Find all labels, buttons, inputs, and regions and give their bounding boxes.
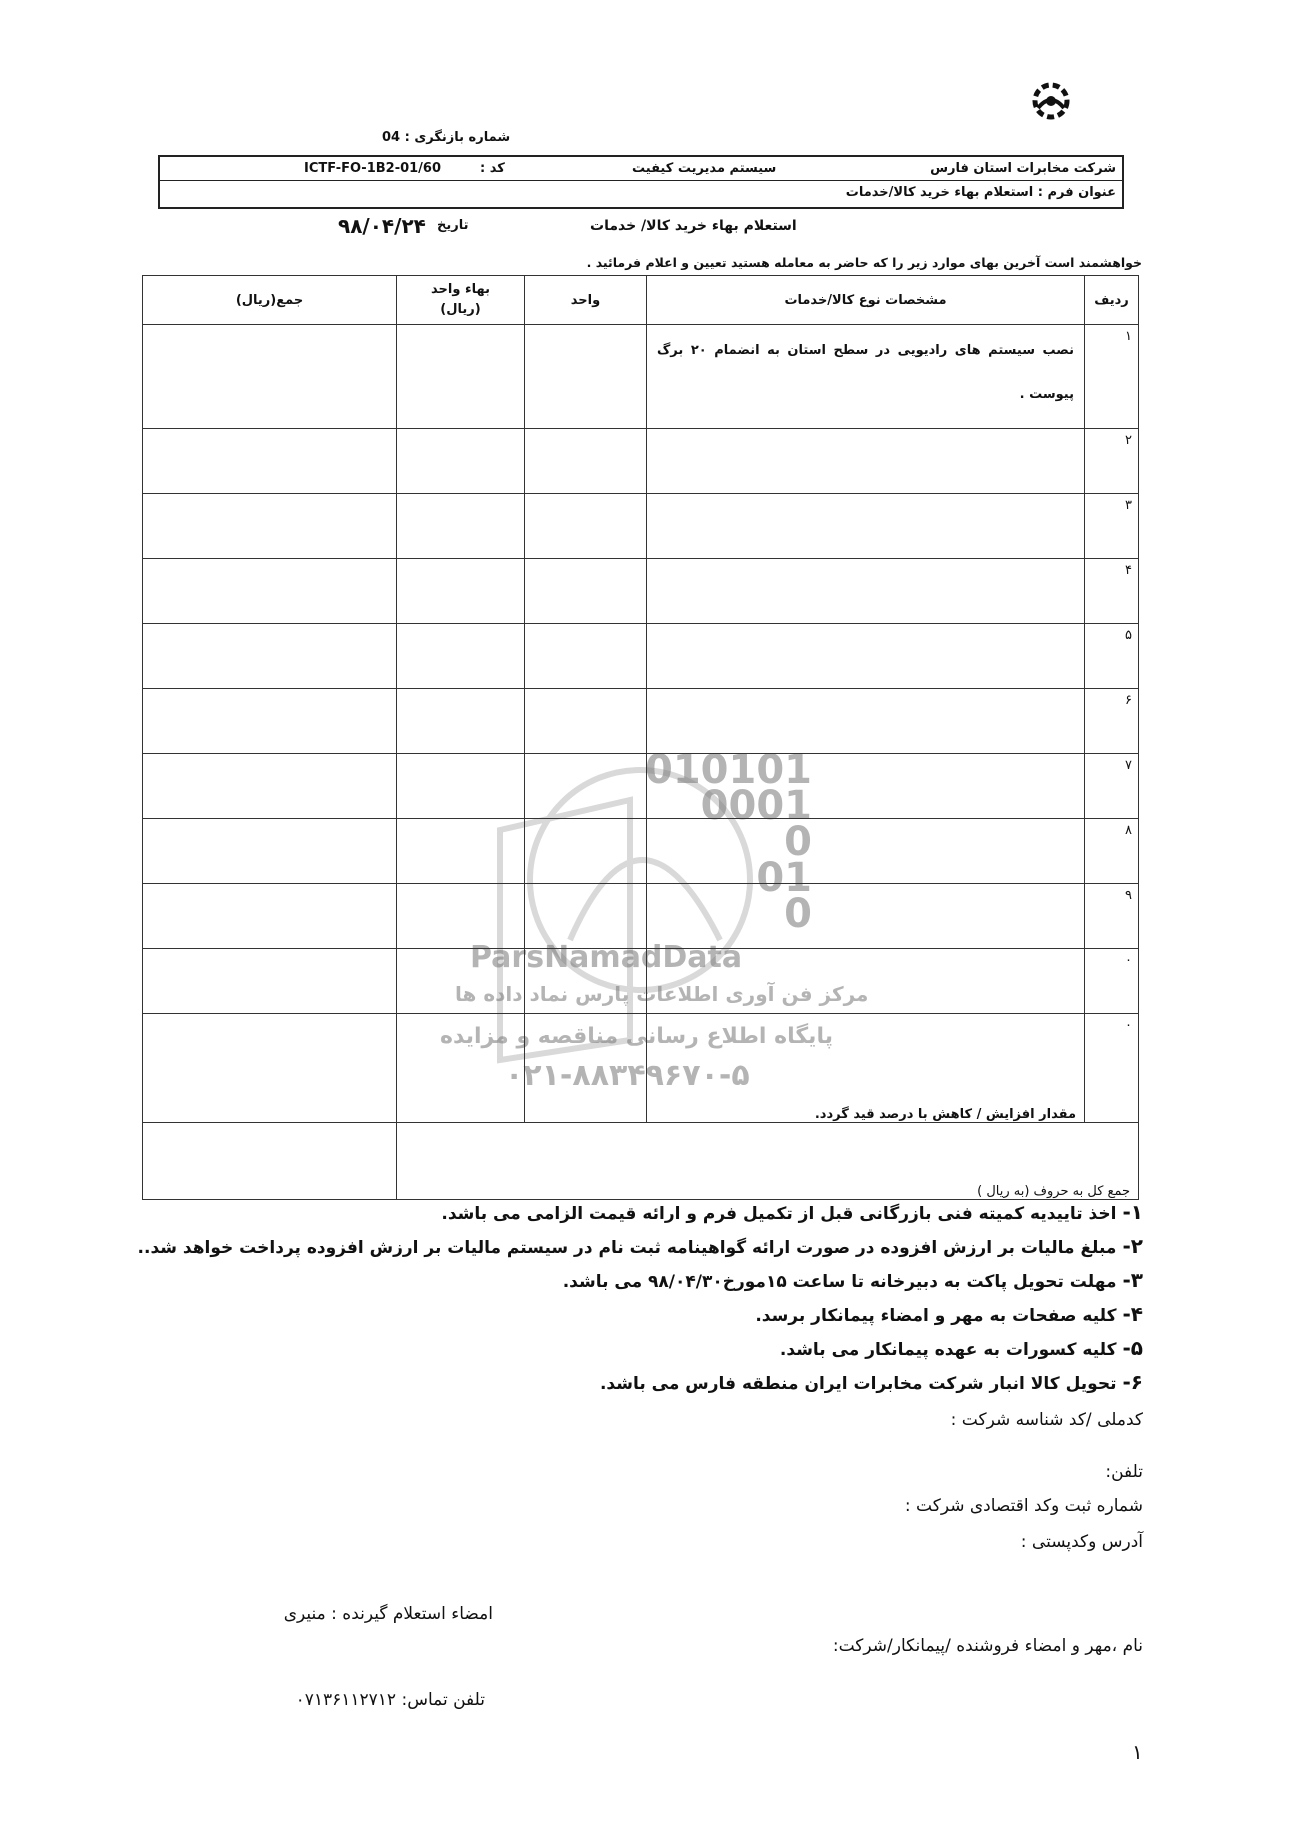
note-number: ۶-: [1122, 1370, 1143, 1394]
row-description: نصب سیستم های رادیویی در سطح استان به انضمام ۲۰ برگ پیوست .: [647, 325, 1085, 429]
inquirer-signature: امضاء استعلام گیرنده : منیری: [283, 1604, 493, 1624]
header-total: جمع(ریال): [143, 276, 397, 325]
code-value: ICTF-FO-1B2-01/60: [304, 161, 442, 176]
total-cell: [143, 624, 397, 689]
table-header-row: [143, 276, 1139, 325]
total-cell: [143, 754, 397, 819]
row-number: ۰: [1085, 1014, 1139, 1123]
note-text: مبلغ مالیات بر ارزش افزوده در صورت ارائه گواهینامه ثبت نام در سیستم مالیات بر ارزش افزوده پرداخت خواهد شد..: [137, 1238, 1117, 1258]
note-text: اخذ تاییدیه کمیته فنی بازرگانی قبل از تکمیل فرم و ارائه قیمت الزامی می باشد.: [441, 1204, 1117, 1224]
row-description: [647, 559, 1085, 624]
total-cell: [143, 325, 397, 429]
doc-title: استعلام بهاء خرید کالا/ خدمات: [590, 218, 797, 234]
total-cell: [143, 949, 397, 1014]
row-number: ۷: [1085, 754, 1139, 819]
header-row-1: [160, 157, 1122, 181]
note-text: مهلت تحویل پاکت به دبیرخانه تا ساعت ۱۵مورخ۹۸/۰۴/۳۰ می باشد.: [562, 1272, 1117, 1292]
unit-cell: [525, 819, 647, 884]
unit-price-cell: [397, 429, 525, 494]
note-number: ۳-: [1122, 1268, 1143, 1292]
code-label: کد :: [480, 161, 505, 176]
watermark-line2: پایگاه اطلاع رسانی مناقصه و مزایده: [440, 1024, 833, 1049]
row-number: ۴: [1085, 559, 1139, 624]
row-description: [647, 754, 1085, 819]
unit-price-cell: [397, 559, 525, 624]
date-value: ۹۸/۰۴/۲۴: [338, 214, 426, 238]
header-unit-price: بهاء واحد (ریال): [397, 276, 525, 325]
total-cell: [143, 1014, 397, 1123]
national-id-label: کدملی /کد شناسه شرکت :: [950, 1410, 1143, 1430]
note-item: [143, 1370, 1143, 1394]
watermark-line1: مرکز فن آوری اطلاعات پارس نماد داده ها: [455, 982, 869, 1006]
watermark-brand: ParsNamadData: [470, 940, 743, 975]
watermark-phone: ۰۲۱-۸۸۳۴۹۶۷۰-۵: [505, 1058, 750, 1093]
row-description: [647, 819, 1085, 884]
price-table: [142, 275, 1139, 1200]
unit-cell: [525, 884, 647, 949]
unit-price-cell: [397, 949, 525, 1014]
row-number: ۱: [1085, 325, 1139, 429]
row-number: ۵: [1085, 624, 1139, 689]
unit-cell: [525, 1014, 647, 1123]
unit-price-cell: [397, 884, 525, 949]
watermark-digits: 010101 0001 0 01 0: [645, 747, 812, 937]
unit-cell: [525, 429, 647, 494]
header-description: مشخصات نوع کالا/خدمات: [647, 276, 1085, 325]
row-number: ۹: [1085, 884, 1139, 949]
unit-price-cell: [397, 819, 525, 884]
unit-cell: [525, 949, 647, 1014]
page-number: ۱: [1132, 1740, 1143, 1764]
unit-price-cell: [397, 754, 525, 819]
note-item: [137, 1234, 1143, 1258]
registration-label: شماره ثبت وکد اقتصادی شرکت :: [904, 1496, 1143, 1516]
row-description: [647, 494, 1085, 559]
table-row: [143, 754, 1139, 819]
table-row: [143, 884, 1139, 949]
vendor-signature: نام ،مهر و امضاء فروشنده /پیمانکار/شرکت:: [832, 1636, 1143, 1656]
row-description: [647, 884, 1085, 949]
total-cell: [143, 559, 397, 624]
table-row: [143, 325, 1139, 429]
address-label: آدرس وکدپستی :: [1020, 1532, 1143, 1552]
unit-price-cell: [397, 624, 525, 689]
unit-price-cell: [397, 689, 525, 754]
notes-list: [137, 1200, 1143, 1404]
table-row: [143, 949, 1139, 1014]
row-number: ۸: [1085, 819, 1139, 884]
note-item: [143, 1302, 1143, 1326]
unit-cell: [525, 325, 647, 429]
date-label: تاریخ: [437, 218, 469, 233]
unit-cell: [525, 624, 647, 689]
unit-cell: [525, 754, 647, 819]
table-row: [143, 689, 1139, 754]
table-row: [143, 494, 1139, 559]
note-text: کلیه کسورات به عهده پیمانکار می باشد.: [779, 1340, 1117, 1360]
note-item: [143, 1200, 1143, 1224]
table-row: [143, 819, 1139, 884]
contact-phone: تلفن تماس: ۰۷۱۳۶۱۱۲۷۱۲: [295, 1690, 485, 1710]
unit-price-cell: [397, 1014, 525, 1123]
row-description: [647, 429, 1085, 494]
row-description: [647, 689, 1085, 754]
form-title: عنوان فرم : استعلام بهاء خرید کالا/خدمات: [845, 185, 1116, 200]
table-row: [143, 559, 1139, 624]
note-number: ۵-: [1122, 1336, 1143, 1360]
phone-label: تلفن:: [1105, 1462, 1143, 1482]
table-row: [143, 1014, 1139, 1123]
grand-total-cell: [143, 1123, 397, 1200]
table-row: [143, 624, 1139, 689]
unit-cell: [525, 689, 647, 754]
note-text: کلیه صفحات به مهر و امضاء پیمانکار برسد.: [755, 1306, 1117, 1326]
row-description: [647, 624, 1085, 689]
row-number: ۳: [1085, 494, 1139, 559]
note-item: [143, 1268, 1143, 1292]
adjustment-note: مقدار افزایش / کاهش با درصد قید گردد.: [647, 1014, 1085, 1123]
total-cell: [143, 884, 397, 949]
total-cell: [143, 819, 397, 884]
total-cell: [143, 494, 397, 559]
total-words-row: [143, 1123, 1139, 1200]
header-unit: واحد: [525, 276, 647, 325]
row-number: ۶: [1085, 689, 1139, 754]
header-row-number: ردیف: [1085, 276, 1139, 325]
total-cell: [143, 689, 397, 754]
company-name: شرکت مخابرات استان فارس: [930, 161, 1116, 176]
note-item: [143, 1336, 1143, 1360]
form-header: [158, 155, 1124, 209]
row-description: [647, 949, 1085, 1014]
note-number: ۴-: [1122, 1302, 1143, 1326]
table-row: [143, 429, 1139, 494]
total-cell: [143, 429, 397, 494]
system-name: سیستم مدیریت کیفیت: [632, 161, 777, 176]
note-number: ۲-: [1122, 1234, 1143, 1258]
unit-price-cell: [397, 325, 525, 429]
header-row-2: [160, 181, 1122, 205]
row-number: ۲: [1085, 429, 1139, 494]
unit-cell: [525, 494, 647, 559]
unit-price-cell: [397, 494, 525, 559]
company-logo: [1028, 78, 1074, 124]
row-number: ۰: [1085, 949, 1139, 1014]
total-in-words: جمع کل به حروف (به ریال ): [397, 1123, 1139, 1200]
revision-number: شماره بازنگری : 04: [382, 130, 511, 145]
unit-cell: [525, 559, 647, 624]
note-number: ۱-: [1122, 1200, 1143, 1224]
intro-text: خواهشمند است آخرین بهای موارد زیر را که حاضر به معامله هستید تعیین و اعلام فرمائید .: [586, 255, 1142, 270]
note-text: تحویل کالا انبار شرکت مخابرات ایران منطقه فارس می باشد.: [599, 1374, 1117, 1394]
